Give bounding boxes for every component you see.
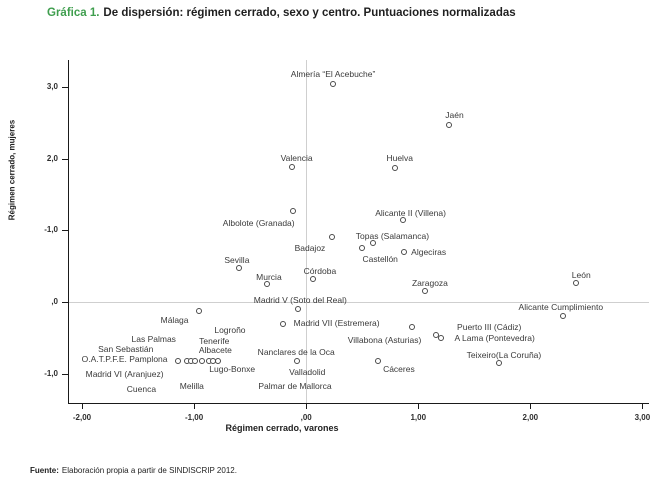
x-tick-label: 1,00: [410, 413, 427, 422]
x-tick-label: 3,00: [634, 413, 651, 422]
point-label: Málaga: [160, 315, 189, 326]
x-tick-label: 2,00: [522, 413, 539, 422]
point-label: Alicante II (Villena): [375, 208, 446, 219]
x-tick-label: -2,00: [72, 413, 92, 422]
point-label: Albolote (Granada): [222, 217, 295, 228]
data-point: [330, 81, 336, 87]
data-point: [392, 165, 398, 171]
source-label: Fuente:: [30, 466, 59, 475]
y-tick-label: -1,0: [44, 368, 58, 378]
x-tick: [306, 403, 307, 409]
point-label: Madrid V (Soto del Real): [253, 295, 347, 306]
x-tick: [530, 403, 531, 409]
data-point: [236, 265, 242, 271]
point-label: Villabona (Asturias): [347, 335, 422, 346]
point-label: Puerto III (Cádiz): [457, 321, 522, 332]
point-label: Córdoba: [303, 265, 337, 276]
x-tick: [642, 403, 643, 409]
point-label: A Lama (Pontevedra): [454, 332, 535, 343]
y-tick-label: -1,0: [44, 225, 58, 235]
point-label: Huelva: [386, 152, 413, 163]
x-tick: [82, 403, 83, 409]
point-label: Castellón: [362, 254, 398, 265]
floating-label: Albacete: [198, 344, 232, 355]
floating-label: San Sebastián: [98, 344, 154, 355]
point-label: Madrid VII (Estremera): [293, 318, 380, 329]
y-tick: [62, 374, 68, 375]
y-tick-label: 3,0: [46, 81, 58, 91]
chart-title: [47, 7, 516, 19]
y-tick: [62, 302, 68, 303]
data-point: [280, 321, 286, 327]
source-note: [30, 466, 237, 475]
floating-label: Tenerife: [199, 335, 230, 346]
point-label: Jaén: [445, 109, 464, 120]
point-label: León: [571, 269, 591, 280]
data-point: [422, 288, 428, 294]
data-point: [290, 208, 296, 214]
source-text: Elaboración propia a partir de SINDISCRIP 2012.: [61, 466, 237, 475]
point-label: Teixeiro(La Coruña): [466, 349, 542, 360]
data-point: [199, 358, 205, 364]
floating-label: Lugo-Bonxe: [209, 363, 256, 374]
chart-title-number: Gráfica 1.: [47, 7, 100, 19]
data-point: [192, 358, 198, 364]
x-tick-label: ,00: [300, 413, 312, 422]
data-point: [294, 358, 300, 364]
point-label: Sevilla: [224, 255, 250, 266]
data-point: [446, 122, 452, 128]
point-label: Nanclares de la Oca: [257, 346, 335, 357]
data-point: [175, 358, 181, 364]
x-tick: [418, 403, 419, 409]
y-tick-label: ,0: [51, 296, 58, 306]
y-axis-title: Régimen cerrado, mujeres: [7, 119, 17, 221]
floating-label: Palmar de Mallorca: [258, 380, 332, 391]
data-point: [438, 335, 444, 341]
data-point: [310, 276, 316, 282]
floating-label: Las Palmas: [131, 334, 176, 345]
point-label: Zaragoza: [411, 278, 448, 289]
data-point: [409, 324, 415, 330]
data-point: [573, 280, 579, 286]
point-label: Cáceres: [383, 363, 415, 374]
floating-label: O.A.T.P.F.E. Pamplona: [81, 353, 168, 364]
floating-label: Melilla: [179, 380, 204, 391]
point-label: Murcia: [256, 272, 282, 282]
floating-label: Logroño: [214, 324, 246, 335]
floating-label: Cuenca: [126, 383, 157, 394]
x-tick: [194, 403, 195, 409]
floating-label: Madrid VI (Aranjuez): [85, 368, 164, 379]
data-point: [289, 164, 295, 170]
point-label: Topas (Salamanca): [355, 231, 430, 242]
point-label: Algeciras: [411, 246, 447, 257]
point-label: Almería “El Acebuche”: [290, 69, 376, 79]
data-point: [329, 234, 335, 240]
point-label: Valencia: [280, 153, 313, 164]
data-point: [401, 249, 407, 255]
data-point: [375, 358, 381, 364]
data-point: [560, 313, 566, 319]
x-axis-title: Régimen cerrado, varones: [225, 423, 339, 433]
data-point: [496, 360, 502, 366]
point-label: Badajoz: [294, 242, 326, 253]
point-label: Alicante Cumplimiento: [518, 302, 604, 313]
y-tick: [62, 87, 68, 88]
y-tick: [62, 159, 68, 160]
y-tick: [62, 230, 68, 231]
floating-label: Valladolid: [289, 367, 326, 378]
x-tick-label: -1,00: [184, 413, 204, 422]
y-tick-label: 2,0: [46, 153, 58, 163]
data-point: [295, 306, 301, 312]
data-point: [196, 308, 202, 314]
chart-title-text: De dispersión: régimen cerrado, sexo y centro. Puntuaciones normalizadas: [103, 7, 516, 19]
data-point: [359, 245, 365, 251]
